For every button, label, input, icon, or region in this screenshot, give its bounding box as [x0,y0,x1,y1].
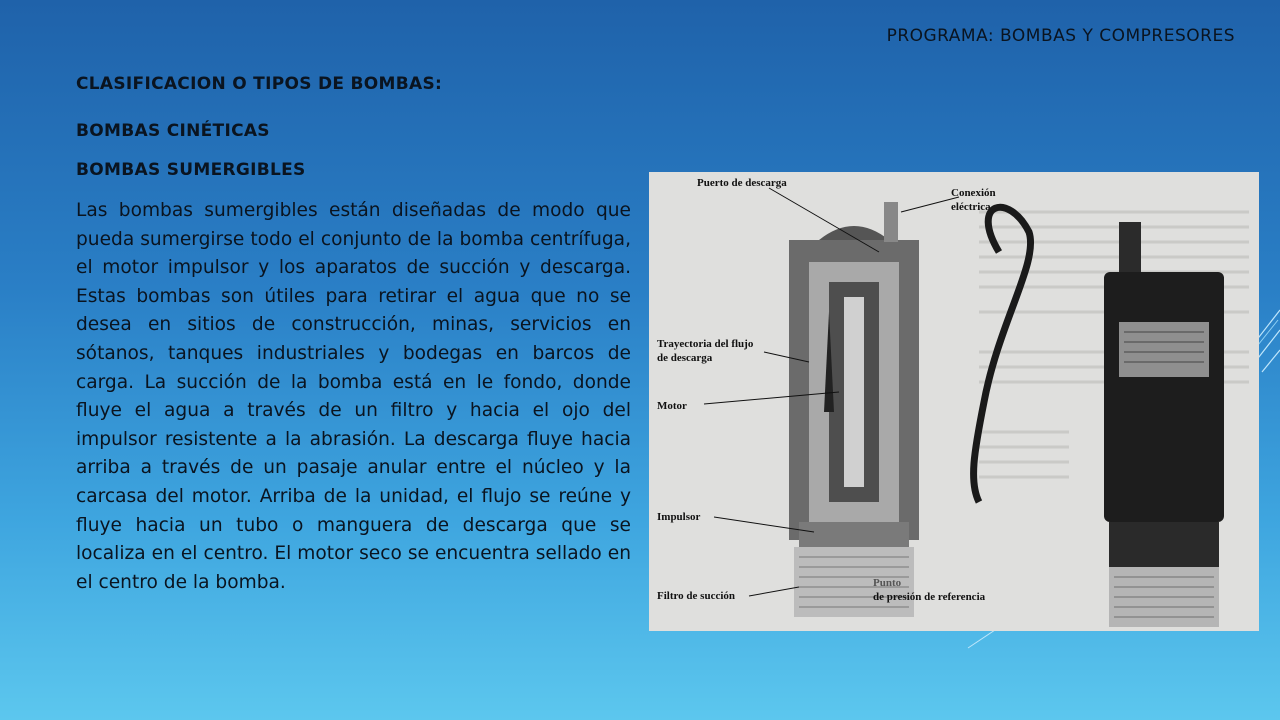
pump-illustration [649,172,1259,631]
submersible-pumps-heading: BOMBAS SUMERGIBLES [76,160,306,180]
label-electrical-connection-1: Conexión [951,187,996,199]
label-discharge-port: Puerto de descarga [697,177,787,189]
label-flow-path-1: Trayectoria del flujo [657,338,754,350]
submersible-pump-figure [649,172,1259,631]
label-motor: Motor [657,400,687,412]
label-reference-point-1: Punto [873,577,902,589]
label-suction-filter: Filtro de succión [657,590,736,602]
label-flow-path-2: de descarga [657,352,713,364]
classification-heading: CLASIFICACION O TIPOS DE BOMBAS: [76,74,443,94]
cutaway-pump [789,202,919,617]
program-title: PROGRAMA: BOMBAS Y COMPRESORES [886,26,1235,46]
label-reference-point-2: de presión de referencia [873,591,986,603]
kinetic-pumps-heading: BOMBAS CINÉTICAS [76,121,270,141]
description-paragraph: Las bombas sumergibles están diseñadas de modo que pueda sumergirse todo el conjunto de la bomba centrífuga, el motor impulsor y los aparatos de succión y descarga. Estas bombas son útiles para retirar el agua que no se desea en sitios de construcción, minas, servicios en sótanos, tanques industriales y bodegas en barcos de carga. La succión de la bomba está en le fondo, donde fluye el agua a través de un filtro y hacia el ojo del impulsor resistente a la abrasión. La descarga fluye hacia arriba a través de un pasaje anular entre el núcleo y la carcasa del motor. Arriba de la unidad, el flujo se reúne y fluye hacia un tubo o manguera de descarga que se localiza en el centro. El motor seco se encuentra sellado en el centro de la bomba. [76,200,631,593]
label-electrical-connection-2: eléctrica [951,201,991,213]
pump-photo [974,207,1224,627]
label-impeller: Impulsor [657,511,701,523]
